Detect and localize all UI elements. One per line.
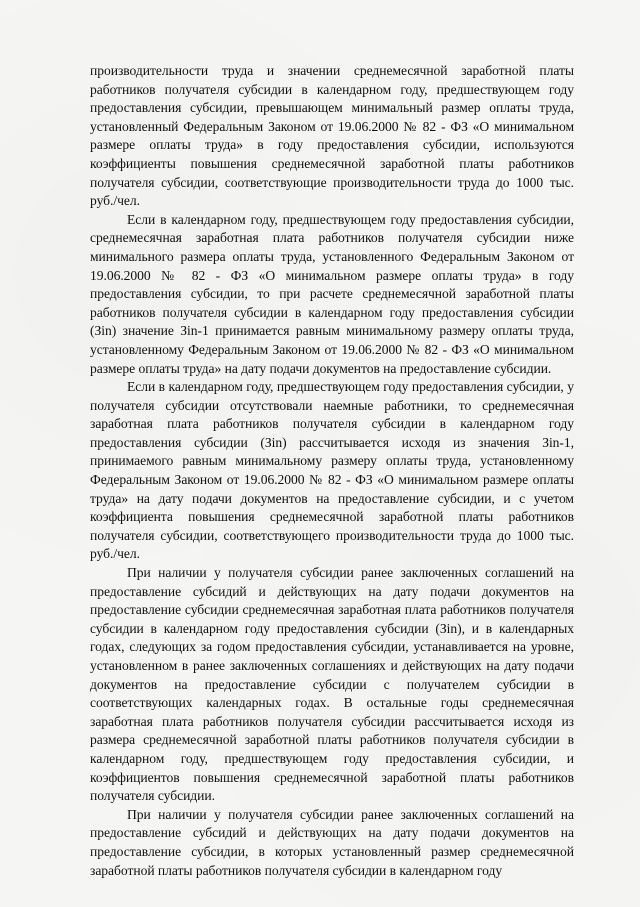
paragraph-2: Если в календарном году, предшествующем году предоставления субсидии, среднемесячная заработная плата работников получателя субсидии ниже минимального размера оплаты труда, установленного Федеральным Законом от 19.06.2000 № 82 - ФЗ «О минимальном размере оплаты труда» в году предоставления субсидии, то при расчете среднемесячной заработной платы работников получателя субсидии в календарном году предоставления субсидии (Зin) значение Зin-1 принимается равным минимальному размеру оплаты труда, установленному Федеральным Законом от 19.06.2000 № 82 - ФЗ «О минимальном размере оплаты труда» на дату подачи документов на предоставление субсидии. (90, 211, 574, 376)
paragraph-1: производительности труда и значении среднемесячной заработной платы работников получателя субсидии в календарном году, предшествующем году предоставления субсидии, превышающем минимальный размер оплаты труда, установленный Федеральным Законом от 19.06.2000 № 82 - ФЗ «О минимальном размере оплаты труда» в году предоставления субсидии, используются коэффициенты повышения среднемесячной заработной платы работников получателя субсидии, соответствующие производительности труда до 1000 тыс. руб./чел. (90, 63, 574, 209)
document-body (90, 62, 574, 880)
paragraph-3: Если в календарном году, предшествующем году предоставления субсидии, у получателя субсидии отсутствовали наемные работники, то среднемесячная заработная плата работников получателя субсидии в календарном году предоставления субсидии (Зin) рассчитывается исходя из значения Зin-1, принимаемого равным минимальному размеру оплаты труда, установленному Федеральным Законом от 19.06.2000 № 82 - ФЗ «О минимальном размере оплаты труда» на дату подачи документов на предоставление субсидии, и с учетом коэффициента повышения среднемесячной заработной платы работников получателя субсидии, соответствующего производительности труда до 1000 тыс. руб./чел. (90, 379, 574, 562)
paragraph-5: При наличии у получателя субсидии ранее заключенных соглашений на предоставление субсидий и действующих на дату подачи документов на предоставление субсидии, в которых установленный размер среднемесячной заработной платы работников получателя субсидии в календарном году (90, 806, 574, 878)
paragraph-4: При наличии у получателя субсидии ранее заключенных соглашений на предоставление субсидий и действующих на дату подачи документов на предоставление субсидии среднемесячная заработная плата работников получателя субсидии в календарном году предоставления субсидии (Зin), и в календарных годах, следующих за годом предоставления субсидии, устанавливается на уровне, установленном в ранее заключенных соглашениях и действующих на дату подачи документов на предоставление субсидии с получателем субсидии в соответствующих календарных годах. В остальные годы среднемесячная заработная плата работников получателя субсидии рассчитывается исходя из размера среднемесячной заработной платы работников получателя субсидии в календарном году, предшествующем году предоставления субсидии, и коэффициентов повышения среднемесячной заработной платы работников получателя субсидии. (90, 565, 574, 804)
